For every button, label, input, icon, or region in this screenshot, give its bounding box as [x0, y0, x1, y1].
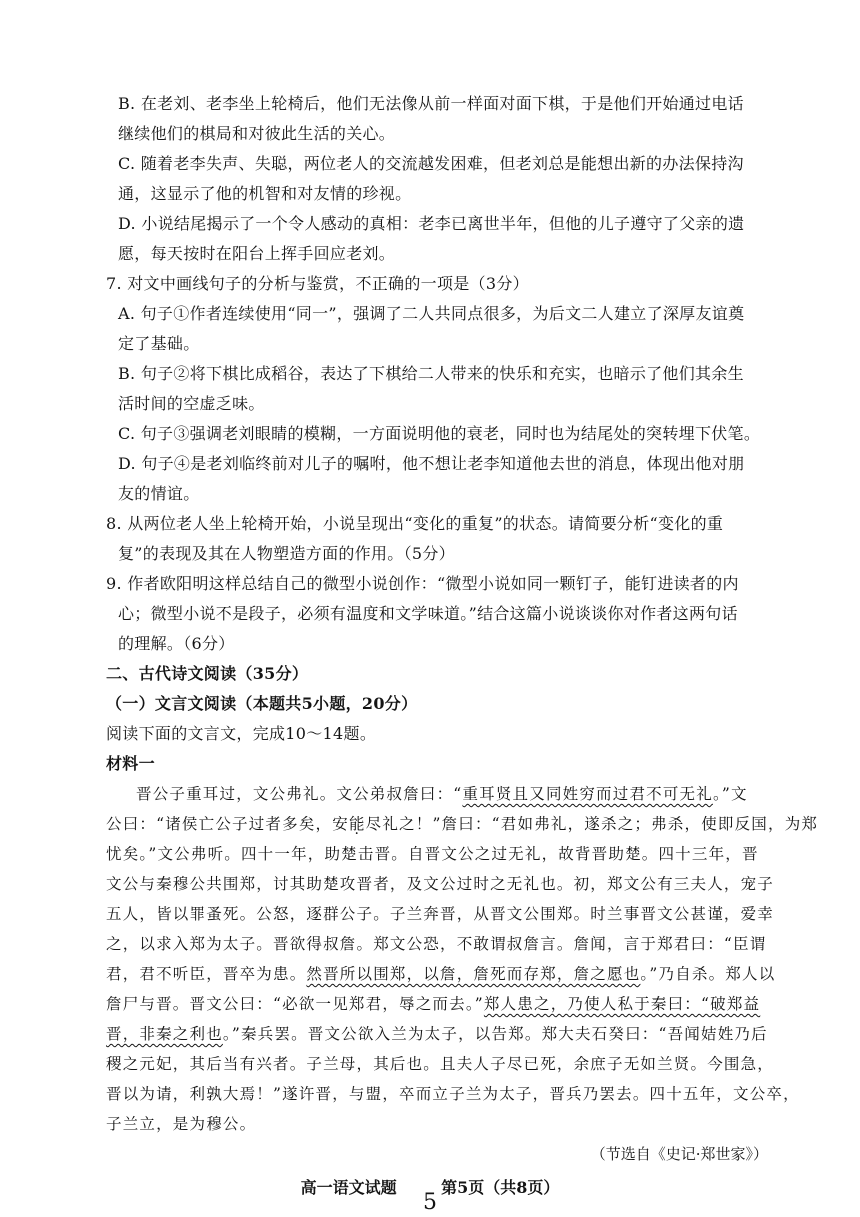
passage-line-11: 晋以为请，利孰大焉！”遂许晋，与盟，卒而立子兰为太子，晋兵乃罢去。四十五年，文公卒，	[106, 1085, 800, 1103]
passage-line-8	[106, 993, 760, 1015]
passage-text: 。”文	[712, 785, 748, 803]
passage-text: 君，君不听臣，晋卒为患。	[106, 965, 307, 983]
q8-line2: 复”的表现及其在人物塑造方面的作用。（5分）	[118, 544, 455, 563]
q9-line2: 心；微型小说不是段子，必须有温度和文学味道。”结合这篇小说谈谈你对作者这两句话	[118, 604, 738, 623]
footer-title: 高一语文试题	[300, 1178, 397, 1197]
material-label: 材料一	[106, 754, 155, 773]
passage-line-5: 五人，皆以罪蚤死。公怒，逐群公子。子兰奔晋，从晋文公围郑。时兰事晋文公甚谨，爱幸	[106, 905, 775, 923]
q6-option-c-line1: C. 随着老李失声、失聪，两位老人的交流越发困难，但老刘总是能想出新的办法保持沟	[118, 154, 744, 173]
passage-line-7	[106, 963, 775, 985]
passage-text: 公曰：“诸侯亡公子过者多矣，安	[106, 815, 349, 833]
q9-line3: 的理解。（6分）	[118, 634, 235, 653]
q9-line1: 9. 作者欧阳明这样总结自己的微型小说创作：“微型小说如同一颗钉子，能钉进读者的内	[106, 574, 739, 593]
q7-option-a-line1: A. 句子①作者连续使用“同一”，强调了二人共同点很多，为后文二人建立了深厚友谊奠	[118, 304, 745, 323]
underlined-sentence: 晋，非秦之利也	[106, 1025, 223, 1043]
q6-option-d-line2: 愿，每天按时在阳台上挥手回应老刘。	[118, 244, 396, 263]
passage-text: 晋公子重耳过，文公弗礼。文公弟叔詹曰：“	[136, 785, 463, 803]
passage-text: 。”乃自杀。郑人以	[640, 965, 776, 983]
q7-option-d-line2: 友的情谊。	[118, 484, 200, 503]
underlined-sentence: 郑人患之，乃使人私于秦曰：“破郑益	[483, 995, 761, 1013]
q7-option-c-line1: C. 句子③强调老刘眼睛的模糊，一方面说明他的衰老，同时也为结尾处的突转埋下伏笔。	[118, 424, 761, 443]
q6-option-d-line1: D. 小说结尾揭示了一个令人感动的真相：老李已离世半年，但他的儿子遵守了父亲的遗	[118, 214, 745, 233]
underlined-sentence: 重耳贤且又同姓穷而过君不可无礼	[462, 785, 713, 803]
passage-line-1	[136, 783, 748, 805]
q7-option-d-line1: D. 句子④是老刘临终前对儿子的嘱咐，他不想让老李知道他去世的消息，体现出他对朋	[118, 454, 745, 473]
passage-source: （节选自《史记·郑世家》）	[590, 1145, 768, 1163]
passage-text: 尽礼之！”詹曰：“君如弗礼，遂杀之；弗杀，使即反国，为郑	[365, 815, 819, 833]
q6-option-b-line1: B. 在老刘、老李坐上轮椅后，他们无法像从前一样面对面下棋，于是他们开始通过电话	[118, 94, 744, 113]
q7-option-b-line1: B. 句子②将下棋比成稻谷，表达了下棋给二人带来的快乐和充实，也暗示了他们其余生	[118, 364, 744, 383]
passage-line-4: 文公与秦穆公共围郑，讨其助楚攻晋者，及文公过时之无礼也。初，郑文公有三夫人，宠子	[106, 875, 775, 893]
passage-line-9	[106, 1023, 768, 1045]
passage-line-3: 忧矣。”文公弗听。四十一年，助楚击晋。自晋文公之过无礼，故背晋助楚。四十三年，晋	[106, 845, 759, 863]
q6-option-c-line2: 通，这显示了他的机智和对友情的珍视。	[118, 184, 412, 203]
passage-line-6: 之，以求入郑为太子。晋欲得叔詹。郑文公恐，不敢谓叔詹言。詹闻，言于郑君曰：“臣谓	[106, 935, 767, 953]
footer-page-info: 第5页（共8页）	[441, 1178, 560, 1197]
passage-line-2	[106, 813, 818, 835]
q7-option-b-line2: 活时间的空虚乏味。	[118, 394, 265, 413]
underlined-sentence: 然晋所以围郑，以詹，詹死而存郑，詹之愿也	[306, 965, 641, 983]
section-title: 二、古代诗文阅读（35分）	[106, 664, 309, 683]
dotted-character: 能	[348, 815, 366, 833]
q7-option-a-line2: 定了基础。	[118, 334, 200, 353]
subsection-title: （一）文言文阅读（本题共5小题，20分）	[106, 694, 418, 713]
passage-line-10: 稷之元妃，其后当有兴者。子兰母，其后也。且夫人子尽已死，余庶子无如兰贤。今围急，	[106, 1055, 775, 1073]
page-number: 5	[423, 1190, 437, 1215]
passage-text: 詹尸与晋。晋文公曰：“必欲一见郑君，辱之而去。”	[106, 995, 484, 1013]
q7-stem: 7. 对文中画线句子的分析与鉴赏，不正确的一项是（3分）	[106, 274, 529, 293]
passage-line-12: 子兰立，是为穆公。	[106, 1115, 257, 1133]
q6-option-b-line2: 继续他们的棋局和对彼此生活的关心。	[118, 124, 396, 143]
passage-text: 。”秦兵罢。晋文公欲入兰为太子，以告郑。郑大夫石癸曰：“吾闻姞姓乃后	[222, 1025, 768, 1043]
q8-line1: 8. 从两位老人坐上轮椅开始，小说呈现出“变化的重复”的状态。请简要分析“变化的重	[106, 514, 724, 533]
reading-instruction: 阅读下面的文言文，完成10～14题。	[106, 724, 377, 743]
